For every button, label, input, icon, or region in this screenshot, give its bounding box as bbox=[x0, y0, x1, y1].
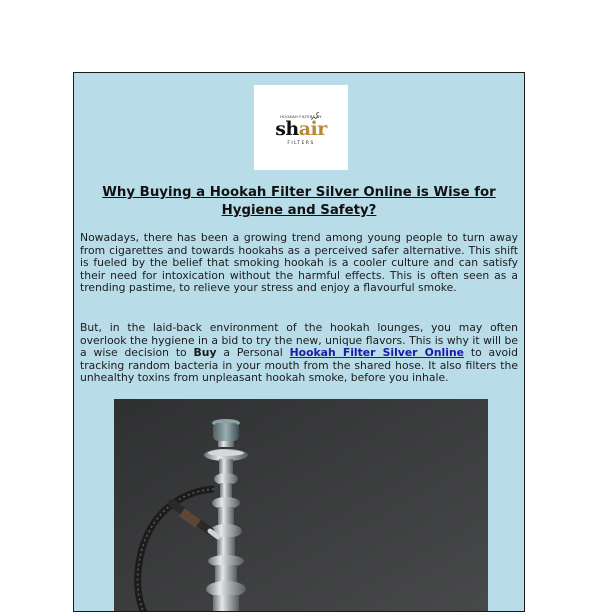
hookah-filter-link[interactable]: Hookah Filter Silver Online bbox=[289, 346, 464, 360]
paragraph-2-text: to avoid tracking random bacteria in your mouth from the shared hose. It also filters the unhealthy toxins from unpleasant hookah smoke, before you inhale. bbox=[80, 346, 519, 385]
logo-wordmark bbox=[254, 119, 348, 139]
document-page bbox=[73, 72, 525, 612]
logo-sub-text: FILTERS bbox=[287, 141, 315, 146]
logo-top-text: HOOKAH FILTERS BY bbox=[280, 115, 322, 119]
logo-word-main: sh bbox=[275, 118, 299, 140]
paragraph-2-text: a Personal bbox=[216, 346, 290, 360]
hookah-photo bbox=[114, 399, 488, 612]
hookah-illustration bbox=[114, 399, 488, 612]
brand-logo bbox=[254, 85, 348, 170]
article-title: Why Buying a Hookah Filter Silver Online is Wise for Hygiene and Safety? bbox=[102, 185, 496, 218]
logo-word-accent: air bbox=[298, 118, 327, 140]
paragraph-2-text: But, in the laid-back environment of the hookah lounges, you may often overlook the hygiene in a bid to try the new, unique flavors. This is why it will be a wise decision to bbox=[80, 321, 518, 360]
article-paragraph-1: Nowadays, there has been a growing trend among young people to turn away from cigarettes and towards hookahs as a perceived safer alternative. This shift is fueled by the belief that smoking hookah is a cooler culture and can satisfy their need for intoxication without the harmful effects. This is often seen as a trending pastime, to relieve your stress and enjoy a flavourful smoke. bbox=[80, 231, 518, 295]
paragraph-2-bold: Buy bbox=[193, 346, 217, 360]
article-paragraph-2 bbox=[80, 322, 518, 385]
